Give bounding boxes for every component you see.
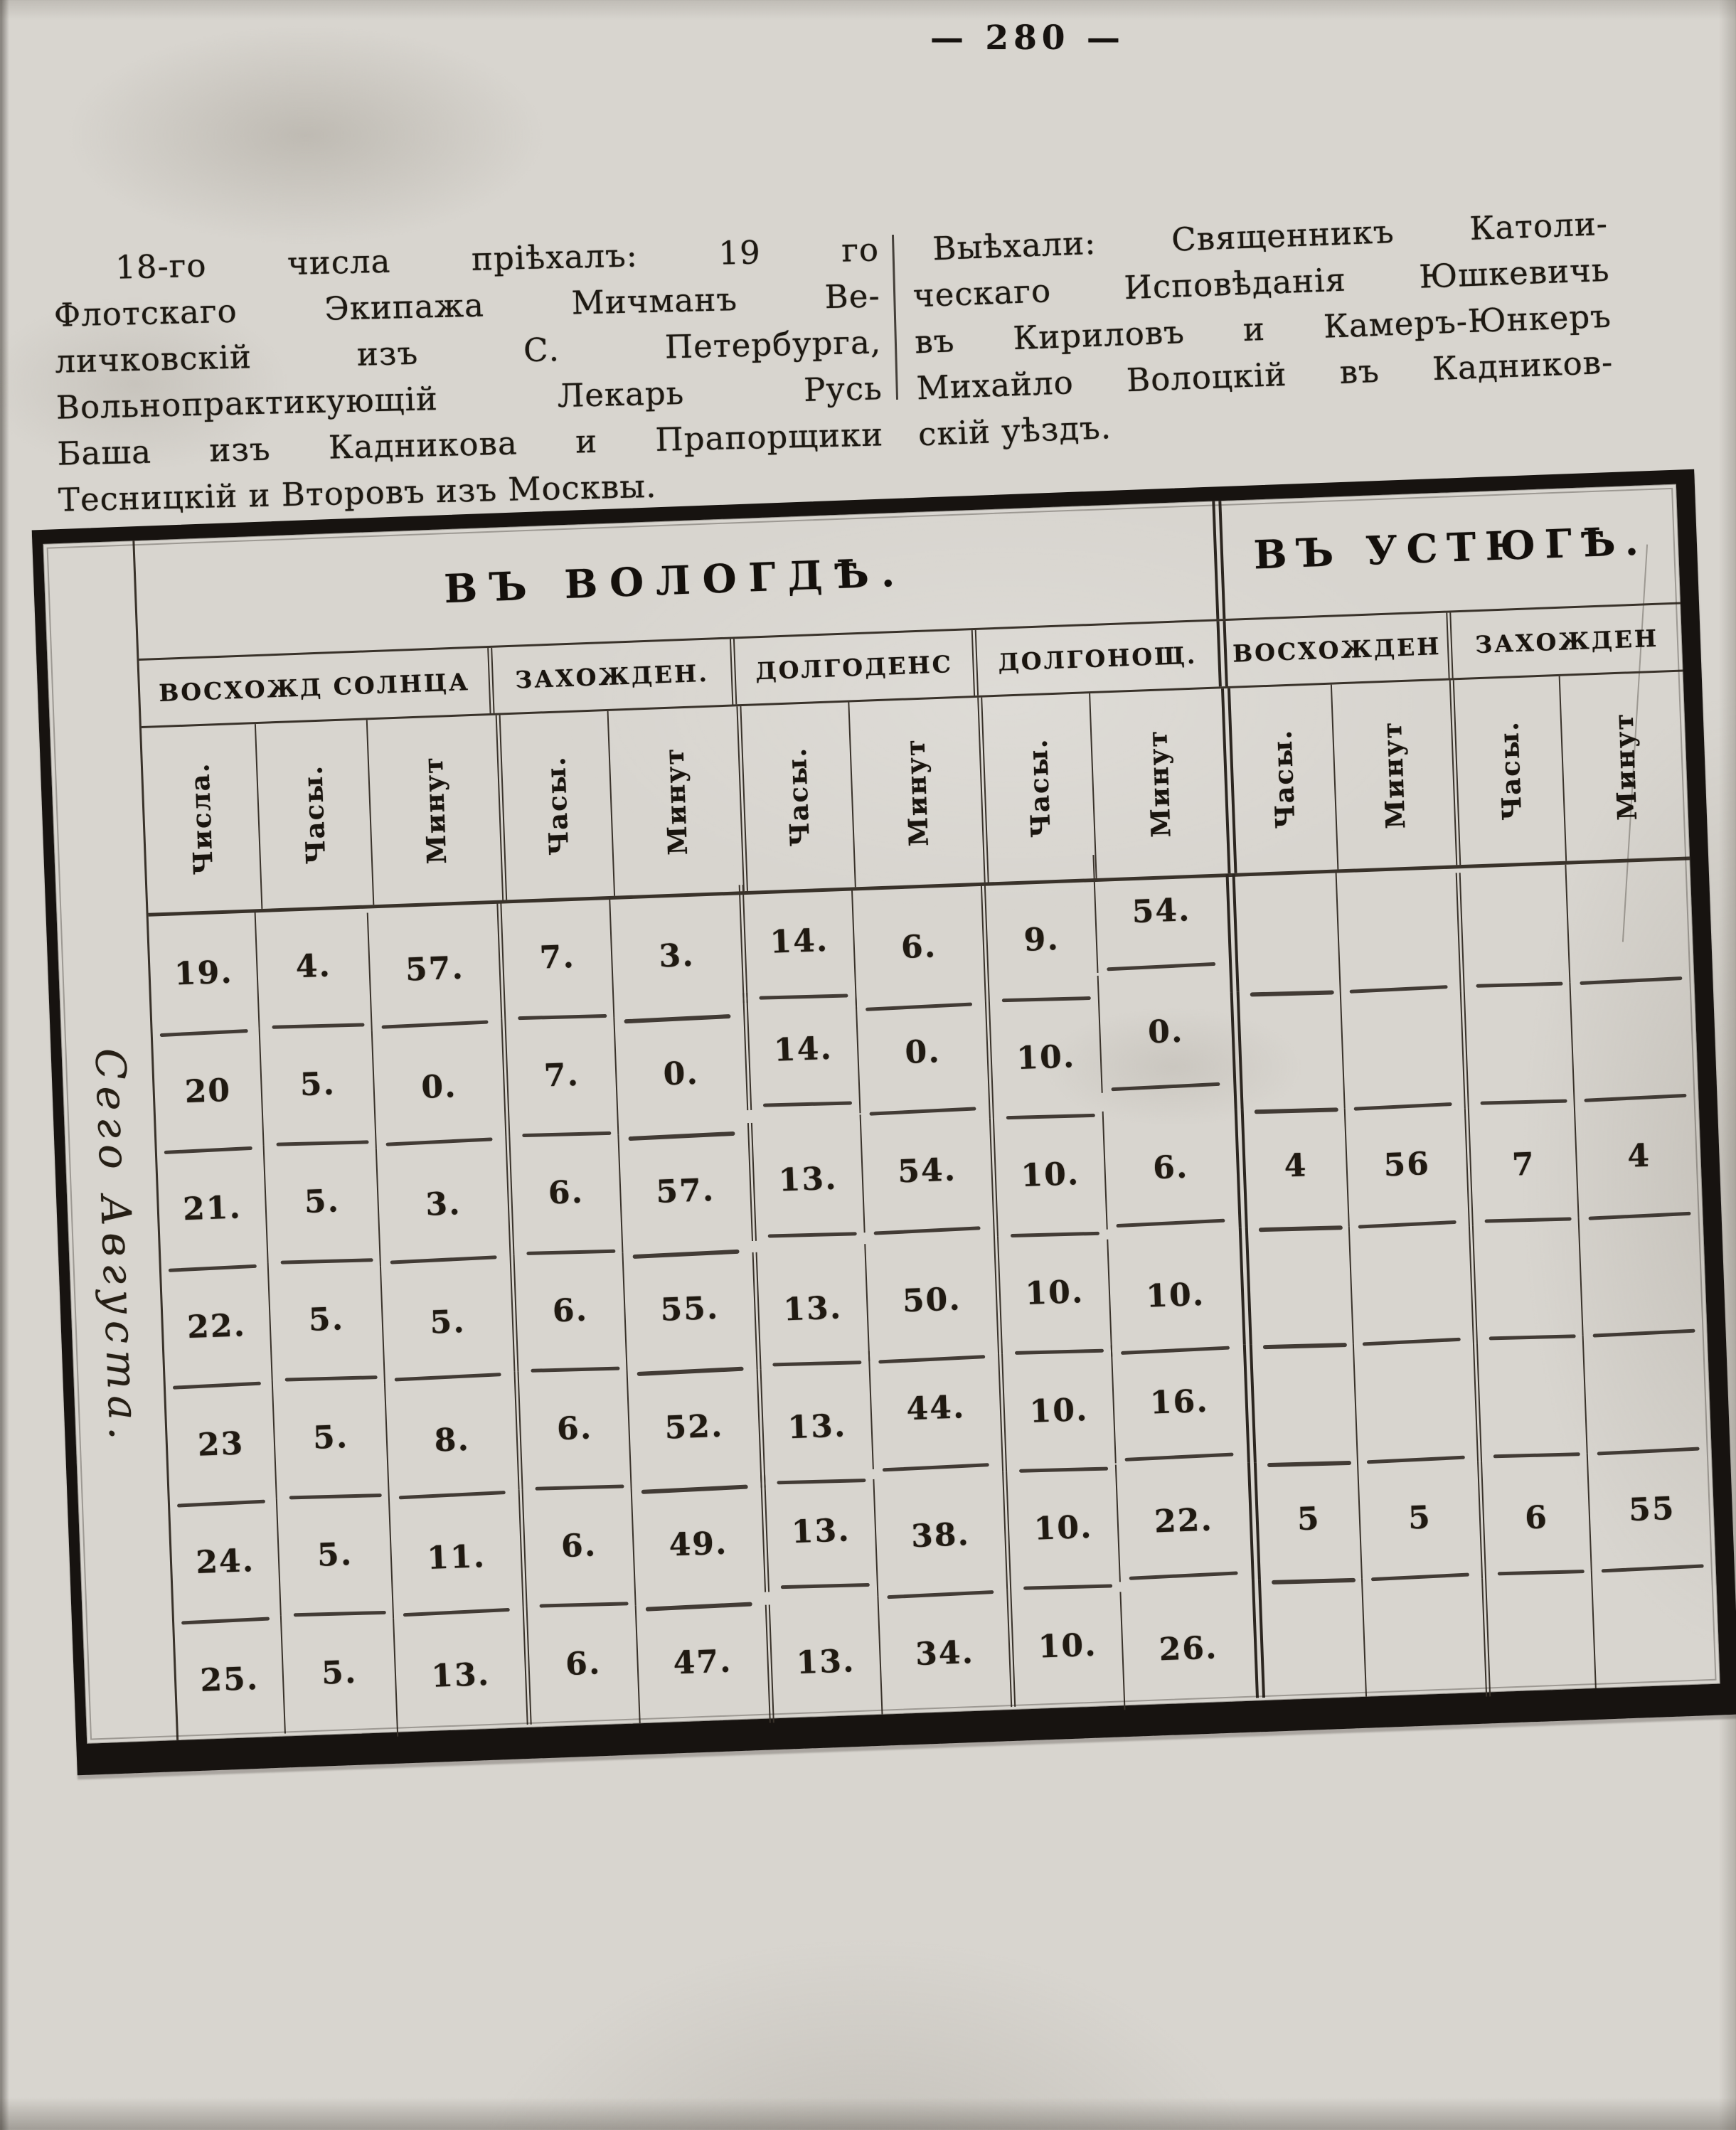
table-cell: 11. [388, 1496, 523, 1619]
table-cell: 21. [157, 1148, 267, 1269]
group-header-day-length [730, 630, 974, 704]
text-line: ческаго Исповѣданія Юшкевичь [912, 250, 1611, 315]
table-cell: 5. [280, 1612, 397, 1733]
column-header [848, 698, 984, 887]
column-header [1330, 681, 1456, 870]
table-cell: 10. [998, 1350, 1114, 1471]
table-cell [1252, 1576, 1366, 1698]
table-cell: 13. [393, 1614, 527, 1737]
table-cell [1353, 1339, 1477, 1461]
column-header [1090, 688, 1228, 878]
column-header-label: Часы. [1021, 737, 1057, 838]
table-cell: 4 [1234, 1106, 1348, 1228]
table-cell [1591, 1566, 1720, 1688]
table-cell: 6. [851, 886, 986, 1008]
table-cell: 5. [276, 1494, 393, 1616]
text-line: въ Кириловъ и Камеръ-Юнкеръ [914, 297, 1612, 361]
table-cell: 13. [756, 1365, 873, 1487]
table-cell: 6. [509, 1250, 626, 1371]
table-cell: 6. [1102, 1107, 1238, 1229]
table-cell: 14. [738, 881, 855, 1003]
table-cell: 54. [859, 1110, 994, 1232]
group-header-ustyug-sunrise [1216, 613, 1448, 687]
column-header [142, 724, 261, 913]
column-header-label: Минут [1376, 720, 1412, 830]
table-cell [1460, 986, 1575, 1108]
group-header-ustyug-sunset [1446, 605, 1683, 678]
table-cell: 23 [166, 1383, 276, 1505]
table-cell: 9. [981, 879, 1097, 1001]
city-header-label: ВЪ ВОЛОГДѢ. [443, 548, 907, 612]
text-line: 18-го числа пріѣхалъ: 19 го [115, 230, 880, 287]
table-cell: 0. [1097, 971, 1233, 1093]
column-header [607, 706, 743, 895]
text-line: Флотскаго Экипажа Мичманъ Ве- [53, 277, 881, 334]
column-header-label: Минут [417, 755, 453, 865]
column-header-label: Минут [899, 737, 934, 847]
column-header-label: Числа. [183, 761, 219, 876]
group-header-label: ВОСХОЖДЕН [1232, 632, 1442, 668]
column-header-label: Часы. [1266, 728, 1301, 830]
table-cell: 6. [514, 1368, 631, 1489]
table-cell: 4 [1574, 1095, 1703, 1218]
column-header-label: Часы. [780, 746, 816, 848]
table-cell: 52. [627, 1365, 761, 1488]
column-header-label: Минут [1607, 711, 1643, 821]
table-cell: 5. [263, 1141, 380, 1262]
text-line: Баша изъ Кадникова и Прапорщики [56, 415, 884, 473]
table-cell: 22. [161, 1266, 272, 1388]
table-cell: 49. [631, 1484, 765, 1606]
table-cell: 7. [501, 1015, 617, 1136]
table-cell [1361, 1575, 1486, 1697]
table-cell: 5 [1247, 1459, 1362, 1580]
table-cell: 5. [380, 1261, 514, 1383]
table-cell: 34. [877, 1592, 1011, 1715]
group-header-label: ВОСХОЖД СОЛНЦА [158, 667, 471, 707]
table-cell: 22. [1114, 1460, 1251, 1582]
table-cell [1582, 1331, 1712, 1453]
table-cell: 10. [994, 1232, 1110, 1353]
table-cell: 7 [1464, 1104, 1579, 1226]
table-cell: 10. [1107, 1235, 1243, 1357]
table-cell [1473, 1340, 1587, 1461]
column-header [1559, 671, 1690, 861]
table-cell [1336, 868, 1460, 991]
table-cell [1481, 1575, 1596, 1697]
table-cell: 26. [1119, 1587, 1256, 1710]
table-cell: 50. [864, 1239, 999, 1361]
text-line: личковскій изъ С. Петербурга, [54, 323, 882, 380]
table-cell: 0. [613, 1013, 747, 1135]
table-cell: 14. [742, 989, 859, 1110]
group-header-night-length [971, 622, 1218, 696]
table-cell: 16. [1110, 1341, 1247, 1463]
table-cell: 10. [1003, 1467, 1119, 1589]
text-line: скій уѣздъ. [917, 408, 1112, 454]
text-line: Выѣхали: Священникъ Католи- [932, 204, 1609, 268]
column-header-label: Минут [658, 746, 694, 856]
table-cell [1242, 1341, 1357, 1462]
table-cell: 13. [760, 1471, 877, 1592]
table-cell: 47. [635, 1601, 770, 1723]
table-cell: 13. [752, 1248, 868, 1370]
table-cell [1469, 1222, 1583, 1343]
column-header [736, 703, 855, 892]
table-cell [1225, 870, 1340, 992]
column-header [1449, 676, 1565, 865]
city-header-label: ВЪ УСТЮГѢ. [1252, 516, 1649, 577]
table-cell: 25. [199, 1660, 260, 1699]
table-cell: 6. [523, 1603, 639, 1725]
table-cell: 13. [765, 1601, 881, 1722]
column-header [366, 715, 502, 905]
column-header-label: Часы. [297, 764, 332, 866]
table-cell: 6. [518, 1485, 635, 1607]
city-header-ustyug [1212, 484, 1681, 619]
table-cell [1570, 978, 1699, 1100]
table-cell: 0. [371, 1026, 506, 1148]
group-header-label: ЗАХОЖДЕН. [514, 659, 710, 694]
table-grid [134, 484, 1720, 1740]
table-cell: 6. [505, 1132, 622, 1254]
group-header-label: ЗАХОЖДЕН [1474, 624, 1659, 659]
column-header-label: Часы. [1492, 720, 1528, 821]
column-header [255, 720, 373, 909]
article-left-column [53, 226, 885, 523]
table-cell: 5. [272, 1376, 388, 1498]
column-divider-rule [892, 235, 898, 400]
table-cell [1238, 1223, 1353, 1345]
table-cell [1348, 1222, 1473, 1344]
table-cell: 54. [1092, 850, 1229, 972]
table-cell: 13. [747, 1119, 864, 1241]
column-header [1221, 685, 1337, 873]
table-cell: 10. [985, 997, 1102, 1119]
page-number: — 280 — [930, 18, 1125, 58]
table-cell: 10. [1007, 1585, 1124, 1707]
column-header-label: Минут [1141, 728, 1177, 838]
table-cell [1456, 869, 1570, 991]
table-cell: 55 [1587, 1449, 1716, 1571]
text-line: Тесницкій и Второвъ изъ Москвы. [58, 467, 657, 519]
table-cell [1340, 986, 1464, 1109]
table-cell: 57. [367, 908, 501, 1031]
table-cell [1230, 988, 1344, 1109]
group-header-sunset [487, 639, 732, 713]
table-cell: 10. [989, 1114, 1106, 1236]
group-header-label: ДОЛГОНОЩ. [997, 641, 1198, 676]
table-cell: 5. [259, 1023, 376, 1145]
table-cell: 3. [609, 895, 743, 1017]
column-header [977, 693, 1096, 883]
text-line: Михайло Волоцкій въ Кадников- [915, 343, 1614, 408]
table-cell: 7. [496, 897, 613, 1018]
table-cell [1565, 860, 1695, 982]
table-cell: 56 [1344, 1104, 1469, 1226]
article-right-column [910, 201, 1616, 458]
table-cell: 24. [170, 1501, 280, 1623]
almanac-table [32, 469, 1736, 1776]
table-cell [1578, 1213, 1708, 1336]
table-cell: 20 [153, 1031, 263, 1152]
text-line: Вольнопрактикующій Лекарь Русь [55, 369, 883, 427]
table-cell: 3. [376, 1144, 510, 1266]
table-cell: 5 [1357, 1457, 1481, 1580]
group-header-label: ДОЛГОДЕНС [755, 649, 954, 685]
table-cell: 57. [617, 1130, 752, 1252]
table-side-label: Сего Августа. [85, 1047, 149, 1447]
table-cell: 19. [149, 912, 259, 1034]
table-body [149, 860, 1720, 1740]
table-cell: 4. [255, 906, 371, 1028]
column-header [495, 711, 614, 900]
column-header-label: Часы. [539, 755, 575, 856]
table-cell: 44. [868, 1347, 1003, 1469]
table-cell: 8. [384, 1379, 518, 1501]
group-header-sunrise [139, 648, 490, 726]
table-cell: 5. [267, 1259, 384, 1380]
table-cell: 55. [622, 1248, 757, 1370]
table-cell: 0. [855, 991, 989, 1113]
table-cell: 6 [1477, 1457, 1592, 1579]
table-cell: 38. [873, 1474, 1007, 1597]
